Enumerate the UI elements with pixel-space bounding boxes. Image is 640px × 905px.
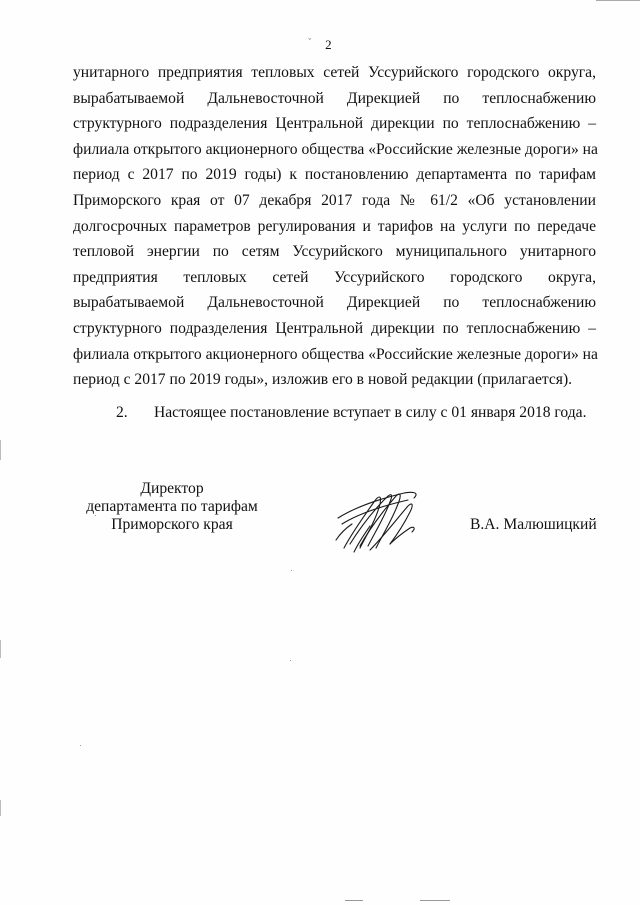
body-paragraph [73, 60, 596, 393]
body-line: предприятия тепловых сетей Уссурийского городского округа, [73, 268, 596, 286]
scan-speck [420, 900, 450, 901]
signatory-title-line: Директор [140, 480, 204, 497]
scan-speck [345, 900, 363, 901]
signatory-title-line: Приморского края [111, 516, 233, 533]
item-2-paragraph [116, 400, 606, 426]
signatory-title [72, 480, 272, 534]
scan-speck [291, 570, 292, 571]
scan-speck [95, 515, 96, 516]
body-line: вырабатываемой Дальневосточной Дирекцией по теплоснабжению [73, 294, 596, 312]
body-line: долгосрочных параметров регулирования и тарифов на услуги по передаче [73, 217, 596, 235]
body-line: Приморского края от 07 декабря 2017 года № 61/2 «Об установлении [73, 191, 596, 209]
body-line: филиала открытого акционерного общества «Российские железные дороги» на [73, 140, 598, 158]
body-line: тепловой энергии по сетям Уссурийского муниципального унитарного [73, 243, 596, 261]
scan-edge-left-3 [0, 800, 1, 816]
scan-edge-left-1 [0, 440, 1, 460]
page-number [0, 37, 640, 53]
item-number: 2. [116, 404, 128, 421]
signatory-name: В.А. Малюшицкий [470, 516, 597, 533]
handwritten-signature [330, 478, 440, 568]
body-line: период с 2017 по 2019 годы», изложив его в новой редакции (прилагается). [73, 371, 573, 389]
scan-edge-left-2 [0, 640, 1, 658]
page-number-value: 2 [325, 37, 332, 52]
body-line: унитарного предприятия тепловых сетей Уссурийского городского округа, [73, 64, 596, 81]
scan-speck [290, 660, 291, 661]
item-text: Настоящее постановление вступает в силу с 01 января 2018 года. [154, 404, 587, 421]
body-line: структурного подразделения Центральной дирекции по теплоснабжению – [73, 319, 596, 337]
body-line: вырабатываемой Дальневосточной Дирекцией по теплоснабжению [73, 89, 596, 107]
body-line: филиала открытого акционерного общества «Российские железные дороги» на [73, 345, 598, 363]
scan-mark: ˇ [308, 37, 312, 46]
scan-speck [80, 745, 81, 746]
body-line: структурного подразделения Центральной дирекции по теплоснабжению – [73, 115, 596, 133]
signatory-title-line: департамента по тарифам [86, 498, 258, 515]
body-line: период с 2017 по 2019 годы) к постановлению департамента по тарифам [73, 166, 596, 184]
scan-edge-top [596, 0, 640, 1]
